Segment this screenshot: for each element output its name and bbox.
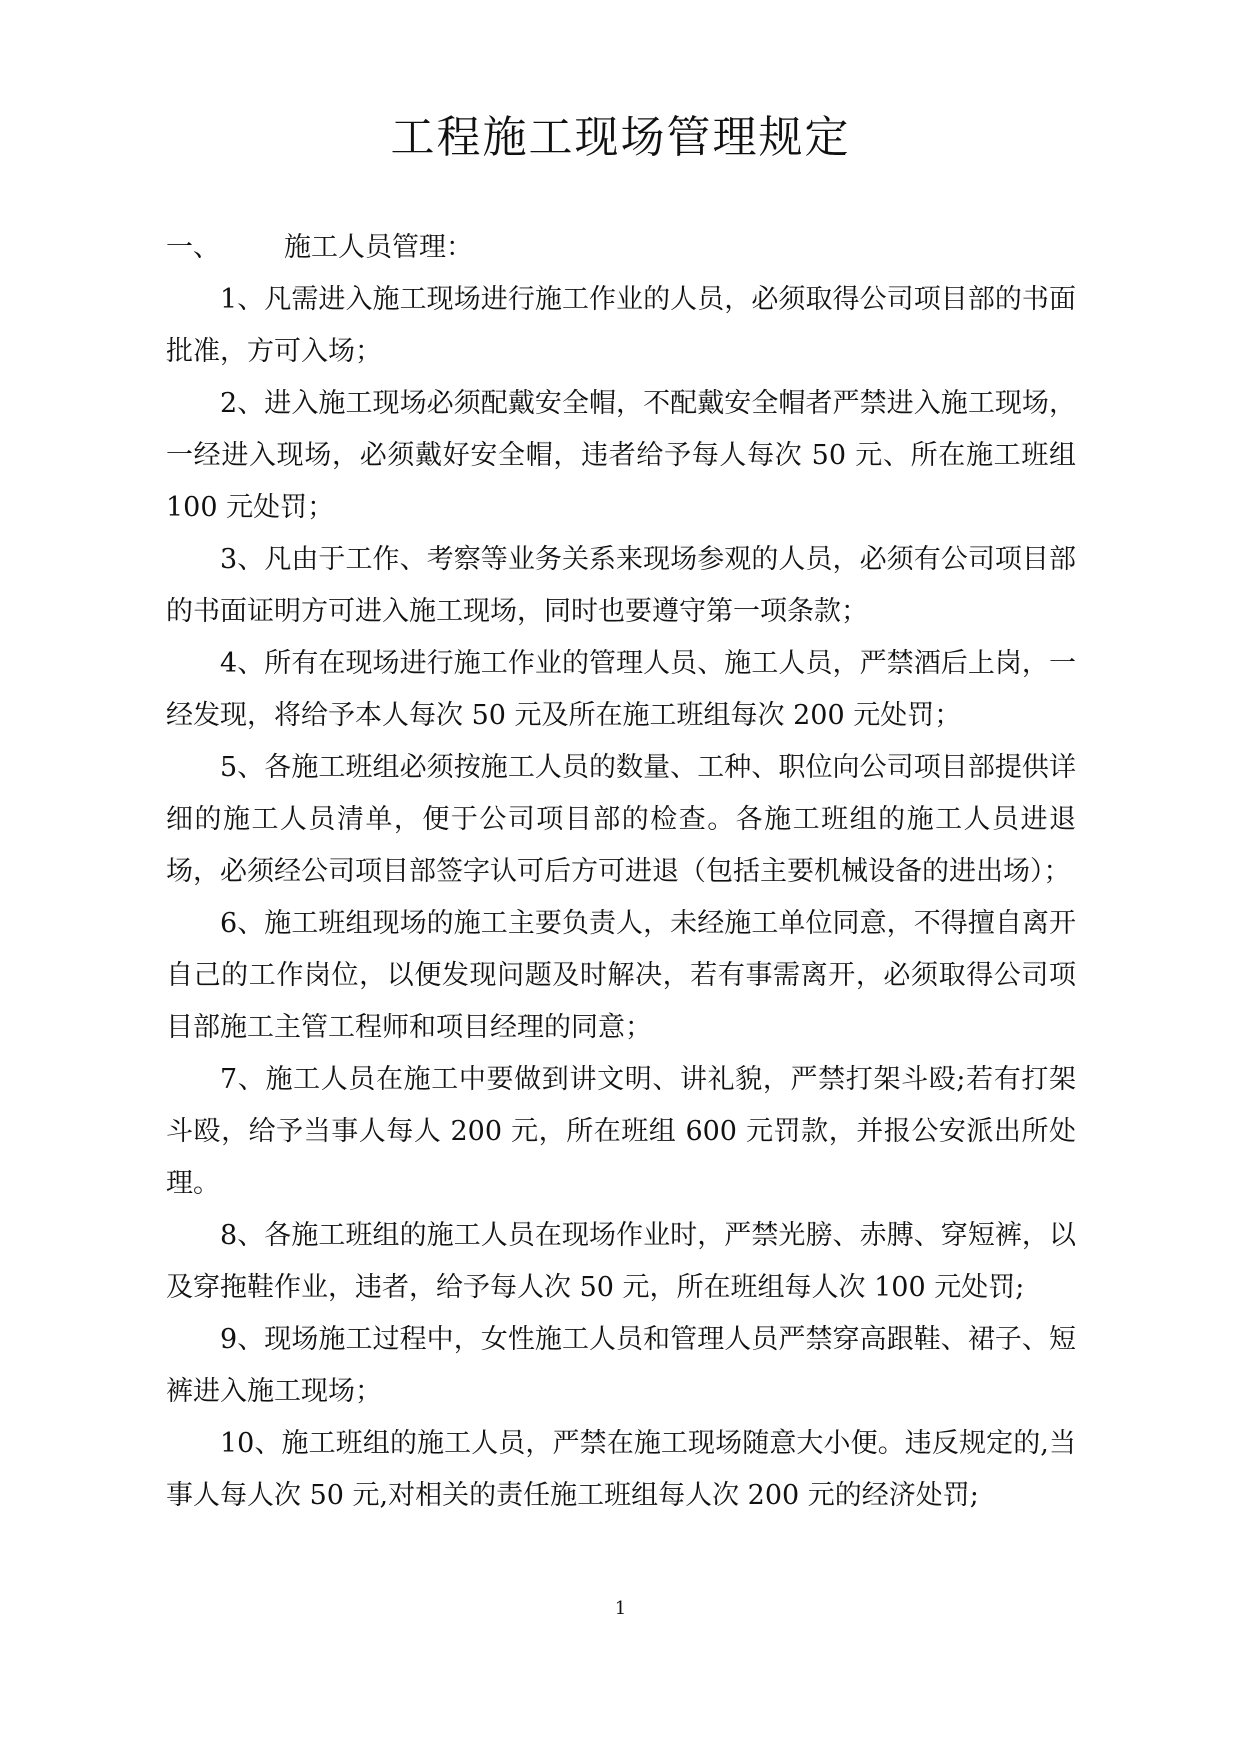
- document-title: 工程施工现场管理规定: [390, 112, 851, 163]
- page-number: 1: [614, 1598, 627, 1619]
- paragraph-6: 6、施工班组现场的施工主要负责人，未经施工单位同意，不得擅自离开自己的工作岗位，以便发现问题及时解决，若有事需离开，必须取得公司项目部施工主管工程师和项目经理的同意；: [166, 908, 1076, 1043]
- paragraph-10: 10、施工班组的施工人员，严禁在施工现场随意大小便。违反规定的,当事人每人次 50 元,对相关的责任施工班组每人次 200 元的经济处罚;: [166, 1428, 1076, 1511]
- section-title: 施工人员管理：: [284, 232, 473, 263]
- section-number: 一、: [166, 232, 220, 263]
- paragraph-9: 9、现场施工过程中，女性施工人员和管理人员严禁穿高跟鞋、裙子、短裤进入施工现场；: [166, 1324, 1076, 1407]
- paragraph-8: 8、各施工班组的施工人员在现场作业时，严禁光膀、赤膊、穿短裤，以及穿拖鞋作业，违者，给予每人次 50 元，所在班组每人次 100 元处罚;: [166, 1220, 1076, 1303]
- paragraph-4: 4、所有在现场进行施工作业的管理人员、施工人员，严禁酒后上岗，一经发现，将给予本人每次 50 元及所在施工班组每次 200 元处罚；: [166, 648, 1076, 731]
- paragraph-2: 2、进入施工现场必须配戴安全帽，不配戴安全帽者严禁进入施工现场，一经进入现场，必须戴好安全帽，违者给予每人每次 50 元、所在施工班组 100 元处罚；: [166, 388, 1076, 523]
- paragraph-5: 5、各施工班组必须按施工人员的数量、工种、职位向公司项目部提供详细的施工人员清单，便于公司项目部的检查。各施工班组的施工人员进退场，必须经公司项目部签字认可后方可进退（包括主要机械设备的进出场）；: [166, 752, 1076, 887]
- paragraph-1: 1、凡需进入施工现场进行施工作业的人员，必须取得公司项目部的书面批准，方可入场；: [166, 284, 1076, 367]
- document-body: [166, 222, 1076, 1522]
- section-heading: [166, 222, 1076, 274]
- paragraph-7: 7、施工人员在施工中要做到讲文明、讲礼貌，严禁打架斗殴;若有打架斗殴，给予当事人每人 200 元，所在班组 600 元罚款，并报公安派出所处理。: [166, 1064, 1076, 1199]
- paragraph-3: 3、凡由于工作、考察等业务关系来现场参观的人员，必须有公司项目部的书面证明方可进入施工现场，同时也要遵守第一项条款；: [166, 544, 1076, 627]
